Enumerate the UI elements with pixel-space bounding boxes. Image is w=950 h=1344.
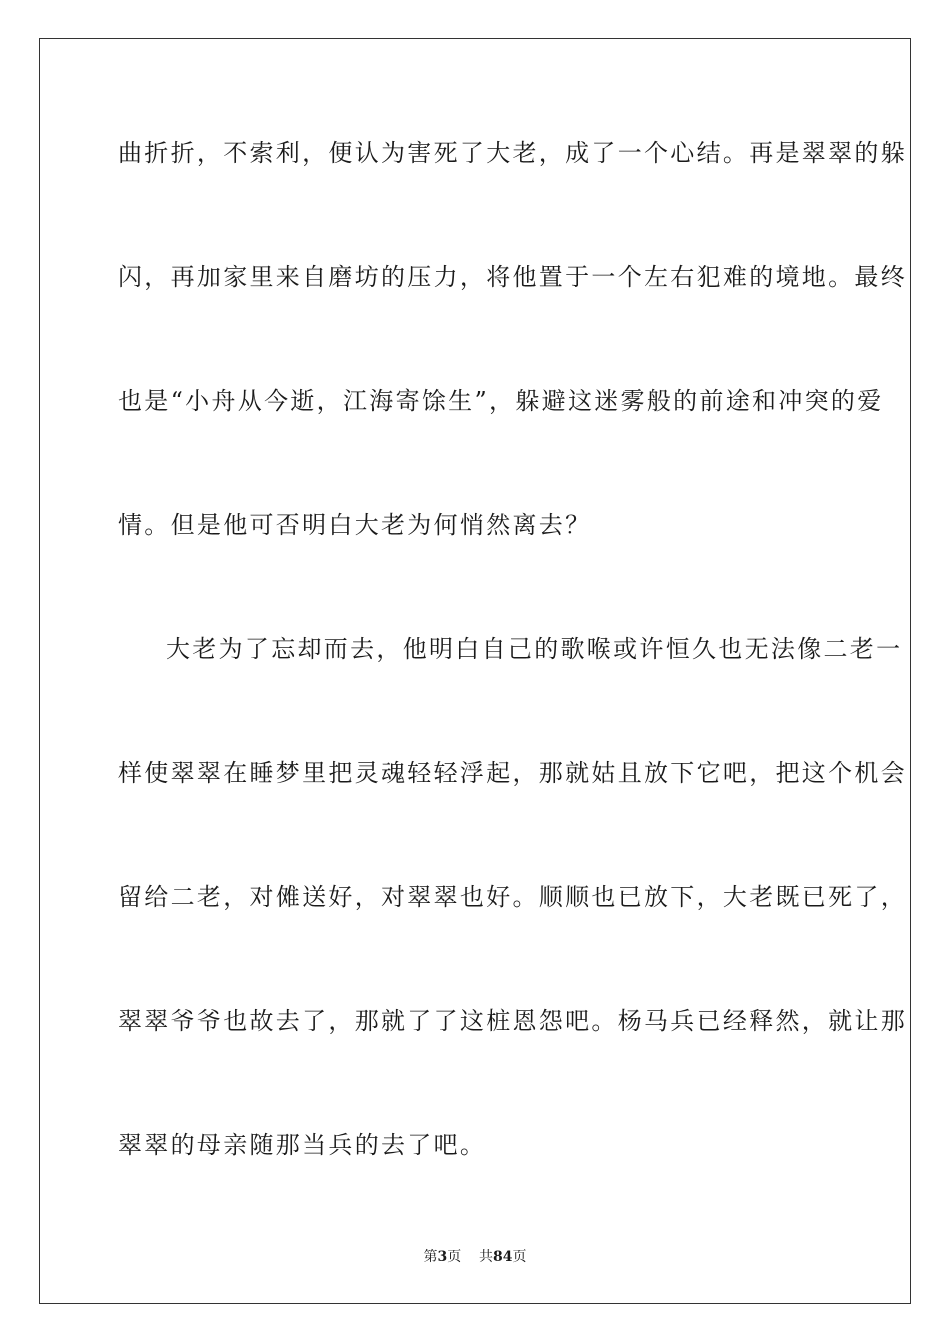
text-line-5: 大老为了忘却而去，他明白自己的歌喉或许恒久也无法像二老一 (166, 635, 903, 663)
text-line-2: 闪，再加家里来自磨坊的压力，将他置于一个左右犯难的境地。最终 (118, 263, 907, 291)
page-number: 3 (437, 1249, 448, 1265)
total-prefix: 共 (479, 1249, 494, 1265)
text-line-4: 情。但是他可否明白大老为何悄然离去？ (118, 511, 592, 539)
text-line-9: 翠翠的母亲随那当兵的去了吧。 (118, 1131, 487, 1159)
text-line-7: 留给二老，对傩送好，对翠翠也好。顺顺也已放下，大老既已死了， (118, 883, 907, 911)
page-suffix: 页 (447, 1249, 462, 1265)
text-line-6: 样使翠翠在睡梦里把灵魂轻轻浮起，那就姑且放下它吧，把这个机会 (118, 759, 907, 787)
page-border (39, 38, 911, 1304)
page-prefix: 第 (423, 1249, 438, 1265)
total-suffix: 页 (512, 1249, 527, 1265)
page-footer (0, 1248, 950, 1266)
text-line-1: 曲折折，不索利，便认为害死了大老，成了一个心结。再是翠翠的躲 (118, 139, 907, 167)
text-line-3: 也是“小舟从今逝，江海寄馀生”，躲避这迷雾般的前途和冲突的爱 (118, 387, 884, 415)
text-line-8: 翠翠爷爷也故去了，那就了了这桩恩怨吧。杨马兵已经释然，就让那 (118, 1007, 907, 1035)
total-pages: 84 (493, 1249, 513, 1265)
